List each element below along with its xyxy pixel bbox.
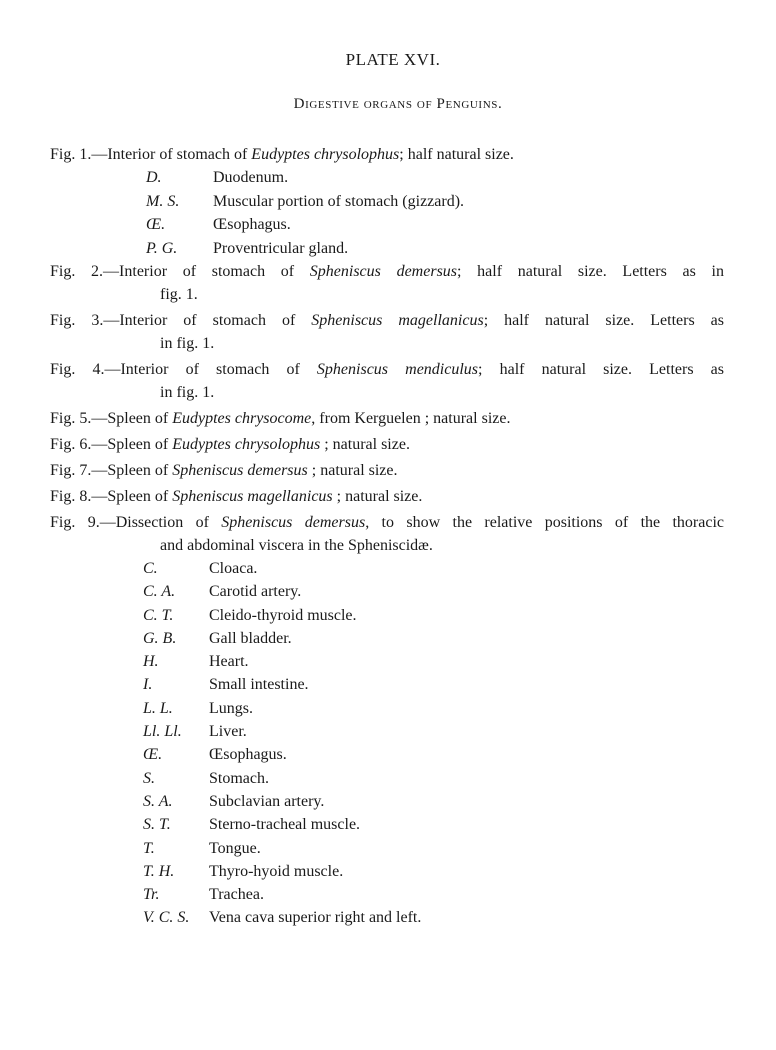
caption-text: —Interior of stomach of — [104, 361, 317, 378]
figure-1-legend — [146, 166, 776, 260]
caption-text: —Spleen of — [91, 410, 173, 427]
species-name: Eudyptes chrysolophus — [172, 436, 321, 453]
legend-description: Thyro-hyoid muscle. — [209, 862, 344, 880]
figure-number: Fig. 3. — [50, 312, 104, 329]
figure-caption — [50, 260, 724, 283]
plate-title: PLATE XVI. — [345, 50, 441, 69]
figure-entry-4 — [50, 358, 724, 404]
caption-text: —Spleen of — [91, 436, 173, 453]
legend-row — [143, 767, 776, 790]
figure-number: Fig. 2. — [50, 263, 104, 280]
species-name: Spheniscus mendiculus — [316, 361, 479, 378]
legend-description: Proventricular gland. — [213, 239, 349, 257]
legend-description: Duodenum. — [213, 169, 289, 186]
legend-description: Heart. — [209, 653, 249, 671]
legend-description: Carotid artery. — [209, 583, 302, 601]
legend-description: Œsophagus. — [209, 746, 287, 764]
species-name: Spheniscus demersus — [221, 514, 366, 531]
figure-caption — [50, 459, 724, 482]
legend-description: Small intestine. — [209, 676, 309, 694]
legend-abbreviation: Œ. — [143, 746, 163, 764]
legend-row — [143, 604, 776, 627]
caption-continuation: in fig. 1. — [160, 384, 215, 401]
figure-number: Fig. 9. — [50, 514, 100, 531]
caption-text: ; half natural size. Letters as — [483, 312, 725, 329]
legend-row — [146, 213, 776, 237]
figure-number: Fig. 6. — [50, 436, 92, 453]
legend-row — [143, 673, 776, 696]
species-name: Spheniscus demersus — [172, 462, 308, 479]
caption-text: ; half natural size. — [399, 146, 514, 163]
legend-abbreviation: Ll. Ll. — [143, 723, 182, 741]
figure-caption — [50, 511, 724, 534]
species-name: Eudyptes chrysolophus — [251, 146, 400, 163]
figure-number: Fig. 4. — [50, 361, 105, 378]
legend-abbreviation: T. — [143, 839, 155, 857]
legend-abbreviation: Œ. — [146, 216, 166, 233]
legend-description: Lungs. — [209, 699, 253, 717]
legend-row — [143, 580, 776, 603]
caption-text: —Spleen of — [91, 462, 173, 479]
legend-row — [143, 650, 776, 673]
legend-description: Cloaca. — [209, 560, 258, 577]
legend-description: Vena cava superior right and left. — [209, 909, 422, 927]
figure-caption — [50, 143, 724, 166]
figure-caption — [50, 485, 724, 508]
legend-abbreviation: L. L. — [143, 699, 173, 717]
legend-row — [143, 906, 776, 929]
caption-text: ; natural size. — [320, 436, 410, 453]
legend-description: Subclavian artery. — [209, 792, 325, 810]
figure-entry-6 — [50, 433, 724, 456]
figure-entry-7 — [50, 459, 724, 482]
legend-row — [143, 720, 776, 743]
species-name: Spheniscus magellanicus — [311, 312, 484, 329]
legend-row — [143, 837, 776, 860]
legend-description: Œsophagus. — [213, 216, 291, 233]
caption-text: , from Kerguelen ; natural size. — [311, 410, 511, 427]
legend-row — [146, 166, 776, 190]
legend-description: Trachea. — [209, 886, 264, 904]
caption-text: ; natural size. — [307, 462, 398, 479]
figure-9-legend — [143, 557, 776, 930]
legend-description: Liver. — [209, 723, 247, 741]
legend-row — [146, 237, 776, 261]
legend-abbreviation: D. — [146, 169, 162, 186]
figure-entry-2 — [50, 260, 724, 306]
legend-description: Stomach. — [209, 769, 269, 787]
figure-caption — [50, 433, 724, 456]
legend-row — [143, 860, 776, 883]
species-name: Eudyptes chrysocome — [172, 410, 312, 427]
legend-abbreviation: M. S. — [146, 192, 180, 210]
legend-abbreviation: Tr. — [143, 886, 160, 904]
legend-abbreviation: T. H. — [143, 862, 175, 880]
legend-row — [143, 627, 776, 650]
figure-entry-1 — [50, 143, 724, 166]
figure-entry-3 — [50, 309, 724, 355]
caption-continuation: and abdominal viscera in the Spheniscidæ. — [160, 537, 433, 554]
legend-description: Gall bladder. — [209, 629, 292, 647]
legend-row — [143, 743, 776, 766]
legend-abbreviation: V. C. S. — [143, 909, 190, 927]
legend-description: Sterno-tracheal muscle. — [209, 816, 361, 834]
figure-entry-9 — [50, 511, 724, 557]
caption-text: —Dissection of — [99, 514, 222, 531]
figure-caption — [50, 407, 724, 430]
legend-abbreviation: P. G. — [146, 239, 178, 257]
figure-entry-5 — [50, 407, 724, 430]
legend-abbreviation: H. — [143, 653, 159, 671]
legend-abbreviation: S. — [143, 769, 155, 787]
caption-text: —Interior of stomach of — [103, 263, 310, 280]
caption-text: —Interior of stomach of — [91, 146, 252, 163]
legend-description: Cleido-thyroid muscle. — [209, 606, 357, 624]
figure-entry-8 — [50, 485, 724, 508]
caption-text: ; natural size. — [332, 488, 423, 505]
caption-text: ; half natural size. Letters as in — [457, 263, 724, 280]
legend-abbreviation: C. T. — [143, 606, 174, 624]
caption-text: —Spleen of — [91, 488, 173, 505]
legend-row — [143, 883, 776, 906]
legend-abbreviation: S. T. — [143, 816, 171, 834]
legend-description: Muscular portion of stomach (gizzard). — [213, 192, 465, 210]
figure-number: Fig. 1. — [50, 146, 92, 163]
legend-row — [143, 557, 776, 580]
legend-row — [143, 790, 776, 813]
figure-number: Fig. 7. — [50, 462, 92, 479]
figure-number: Fig. 8. — [50, 488, 92, 505]
caption-text: —Interior of stomach of — [103, 312, 312, 329]
legend-abbreviation: C. A. — [143, 583, 176, 601]
legend-row — [146, 190, 776, 214]
species-name: Spheniscus demersus — [309, 263, 458, 280]
legend-abbreviation: I. — [143, 676, 153, 694]
figure-caption — [50, 358, 724, 381]
legend-description: Tongue. — [209, 839, 261, 857]
figure-number: Fig. 5. — [50, 410, 92, 427]
caption-text: ; half natural size. Letters as — [478, 361, 725, 378]
plate-subtitle: Digestive organs of Penguins. — [293, 96, 503, 112]
legend-abbreviation: S. A. — [143, 792, 173, 810]
legend-row — [143, 813, 776, 836]
caption-text: , to show the relative positions of the thoracic — [365, 514, 724, 531]
legend-abbreviation: C. — [143, 560, 158, 577]
figure-list — [0, 143, 776, 930]
species-name: Spheniscus magellanicus — [172, 488, 333, 505]
caption-continuation: fig. 1. — [160, 286, 198, 303]
legend-abbreviation: G. B. — [143, 629, 177, 647]
legend-row — [143, 697, 776, 720]
caption-continuation: in fig. 1. — [160, 335, 215, 352]
figure-caption — [50, 309, 724, 332]
